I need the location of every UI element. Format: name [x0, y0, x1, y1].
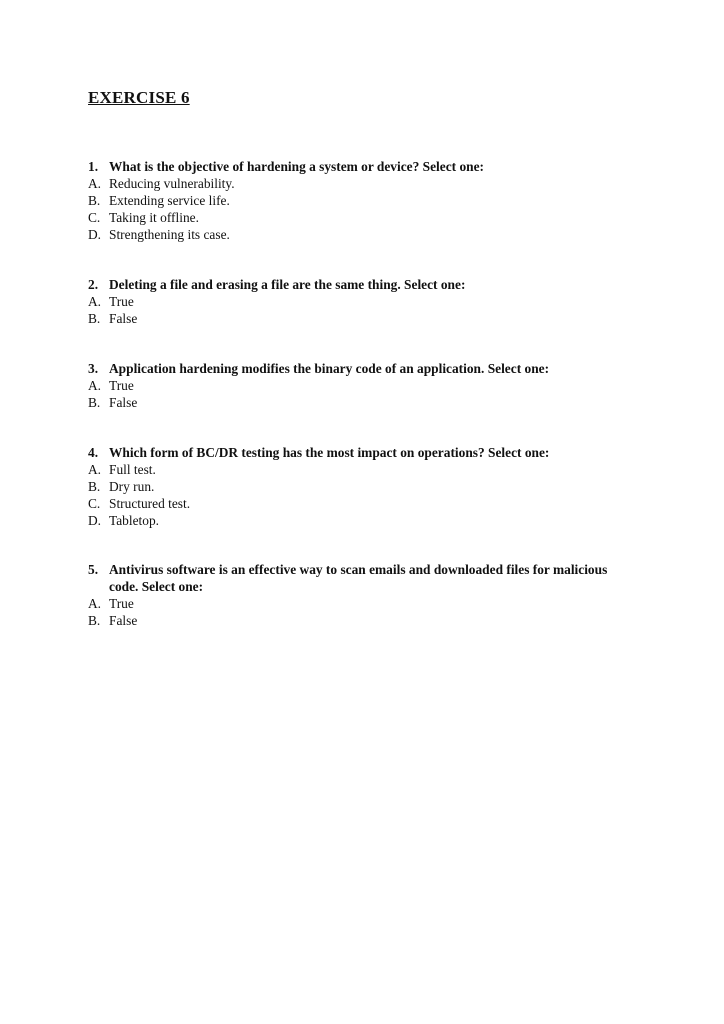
question-number: 2. — [88, 277, 99, 292]
question-number: 4. — [88, 445, 99, 460]
question-text: Which form of BC/DR testing has the most impact on operations? Select one: — [109, 445, 550, 460]
option-text: Reducing vulnerability. — [109, 176, 235, 191]
option-a — [88, 293, 608, 310]
option-letter: B. — [88, 479, 101, 494]
option-b — [88, 394, 608, 411]
option-letter: B. — [88, 613, 101, 628]
option-text: True — [109, 378, 134, 393]
option-list — [88, 595, 608, 629]
option-text: Tabletop. — [109, 513, 160, 528]
question-text: Application hardening modifies the binary code of an application. Select one: — [109, 361, 550, 376]
option-letter: A. — [88, 176, 102, 191]
question-number: 5. — [88, 562, 99, 577]
option-text: Dry run. — [109, 479, 155, 494]
option-a — [88, 461, 608, 478]
question-stem — [88, 561, 608, 595]
option-a — [88, 175, 608, 192]
option-letter: D. — [88, 513, 102, 528]
option-b — [88, 310, 608, 327]
option-text: False — [109, 311, 138, 326]
option-b — [88, 612, 608, 629]
option-list — [88, 377, 608, 411]
option-d — [88, 226, 608, 243]
question-1 — [88, 158, 608, 243]
option-d — [88, 512, 608, 529]
option-text: Structured test. — [109, 496, 191, 511]
question-5 — [88, 561, 608, 629]
question-number: 3. — [88, 361, 99, 376]
option-a — [88, 595, 608, 612]
option-letter: C. — [88, 210, 101, 225]
option-letter: B. — [88, 193, 101, 208]
option-text: Strengthening its case. — [109, 227, 230, 242]
question-stem — [88, 360, 608, 377]
option-letter: D. — [88, 227, 102, 242]
option-letter: C. — [88, 496, 101, 511]
exercise-title: EXERCISE 6 — [88, 88, 190, 107]
option-text: Full test. — [109, 462, 156, 477]
option-text: True — [109, 596, 134, 611]
option-c — [88, 209, 608, 226]
option-letter: A. — [88, 596, 102, 611]
option-text: False — [109, 613, 138, 628]
question-4 — [88, 444, 608, 529]
option-letter: B. — [88, 311, 101, 326]
option-list — [88, 461, 608, 529]
option-b — [88, 192, 608, 209]
question-3 — [88, 360, 608, 411]
option-text: Extending service life. — [109, 193, 230, 208]
option-b — [88, 478, 608, 495]
option-list — [88, 175, 608, 243]
question-stem — [88, 444, 608, 461]
option-letter: B. — [88, 395, 101, 410]
option-text: Taking it offline. — [109, 210, 199, 225]
option-a — [88, 377, 608, 394]
question-stem — [88, 276, 608, 293]
question-text: What is the objective of hardening a system or device? Select one: — [109, 159, 485, 174]
option-text: True — [109, 294, 134, 309]
option-text: False — [109, 395, 138, 410]
question-number: 1. — [88, 159, 99, 174]
option-c — [88, 495, 608, 512]
question-2 — [88, 276, 608, 327]
question-stem — [88, 158, 608, 175]
option-list — [88, 293, 608, 327]
question-text: Antivirus software is an effective way to scan emails and downloaded files for malicious code. Select one: — [109, 562, 608, 594]
question-text: Deleting a file and erasing a file are the same thing. Select one: — [109, 277, 466, 292]
option-letter: A. — [88, 378, 102, 393]
option-letter: A. — [88, 462, 102, 477]
option-letter: A. — [88, 294, 102, 309]
